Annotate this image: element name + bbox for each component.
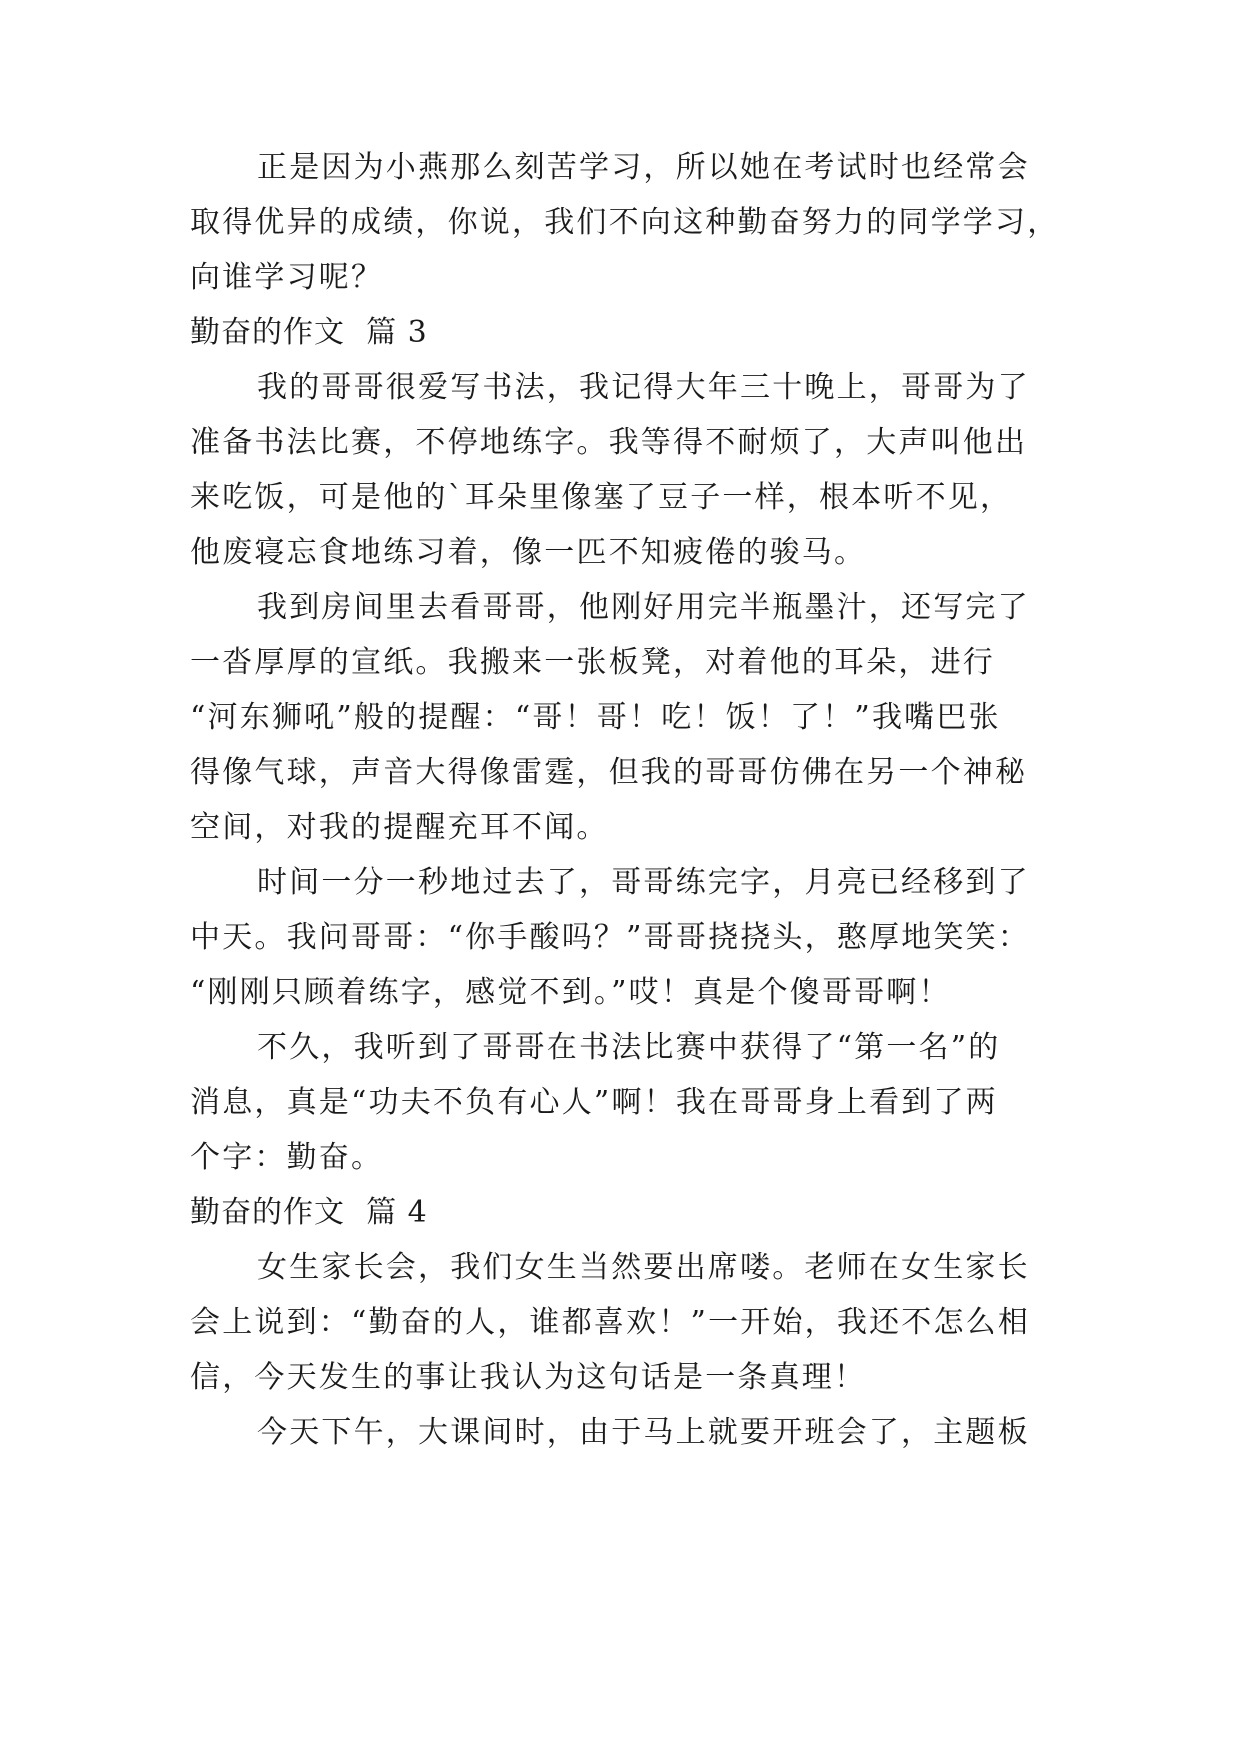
paragraph-line: 空间，对我的提醒充耳不闻。 (190, 810, 609, 845)
paragraph-line: 我的哥哥很爱写书法，我记得大年三十晚上，哥哥为了 (257, 370, 1030, 405)
paragraph-line: 消息，真是“功夫不负有心人”啊！我在哥哥身上看到了两 (190, 1085, 998, 1120)
paragraph-line: 今天下午，大课间时，由于马上就要开班会了，主题板 (257, 1415, 1030, 1450)
paragraph-line: 正是因为小燕那么刻苦学习，所以她在考试时也经常会 (257, 150, 1030, 185)
paragraph-line: “刚刚只顾着练字，感觉不到。”哎！真是个傻哥哥啊！ (190, 975, 951, 1010)
paragraph-line: 个字：勤奋。 (190, 1140, 384, 1175)
paragraph-line: 得像气球，声音大得像雷霆，但我的哥哥仿佛在另一个神秘 (190, 755, 1028, 790)
paragraph-line: 我到房间里去看哥哥，他刚好用完半瓶墨汁，还写完了 (257, 590, 1030, 625)
paragraph-line: 取得优异的成绩，你说，我们不向这种勤奋努力的同学学习， (190, 205, 1060, 240)
paragraph-line: 信，今天发生的事让我认为这句话是一条真理！ (190, 1360, 867, 1395)
paragraph-line: 来吃饭，可是他的`耳朵里像塞了豆子一样，根本听不见， (190, 480, 1013, 515)
paragraph-line: 准备书法比赛，不停地练字。我等得不耐烦了，大声叫他出 (190, 425, 1028, 460)
paragraph-line: 不久，我听到了哥哥在书法比赛中获得了“第一名”的 (257, 1030, 1001, 1065)
section-heading: 勤奋的作文 篇 4 (190, 1195, 428, 1230)
paragraph-line: “河东狮吼”般的提醒：“哥！哥！吃！饭！了！”我嘴巴张 (190, 700, 1001, 735)
paragraph-line: 女生家长会，我们女生当然要出席喽。老师在女生家长 (257, 1250, 1030, 1285)
paragraph-line: 一沓厚厚的宣纸。我搬来一张板凳，对着他的耳朵，进行 (190, 645, 995, 680)
paragraph-line: 时间一分一秒地过去了，哥哥练完字，月亮已经移到了 (257, 865, 1030, 900)
paragraph-line: 他废寝忘食地练习着，像一匹不知疲倦的骏马。 (190, 535, 867, 570)
section-heading: 勤奋的作文 篇 3 (190, 315, 428, 350)
paragraph-line: 向谁学习呢？ (190, 260, 384, 295)
paragraph-line: 中天。我问哥哥：“你手酸吗？”哥哥挠挠头，憨厚地笑笑： (190, 920, 1031, 955)
paragraph-line: 会上说到：“勤奋的人，谁都喜欢！”一开始，我还不怎么相 (190, 1305, 1031, 1340)
